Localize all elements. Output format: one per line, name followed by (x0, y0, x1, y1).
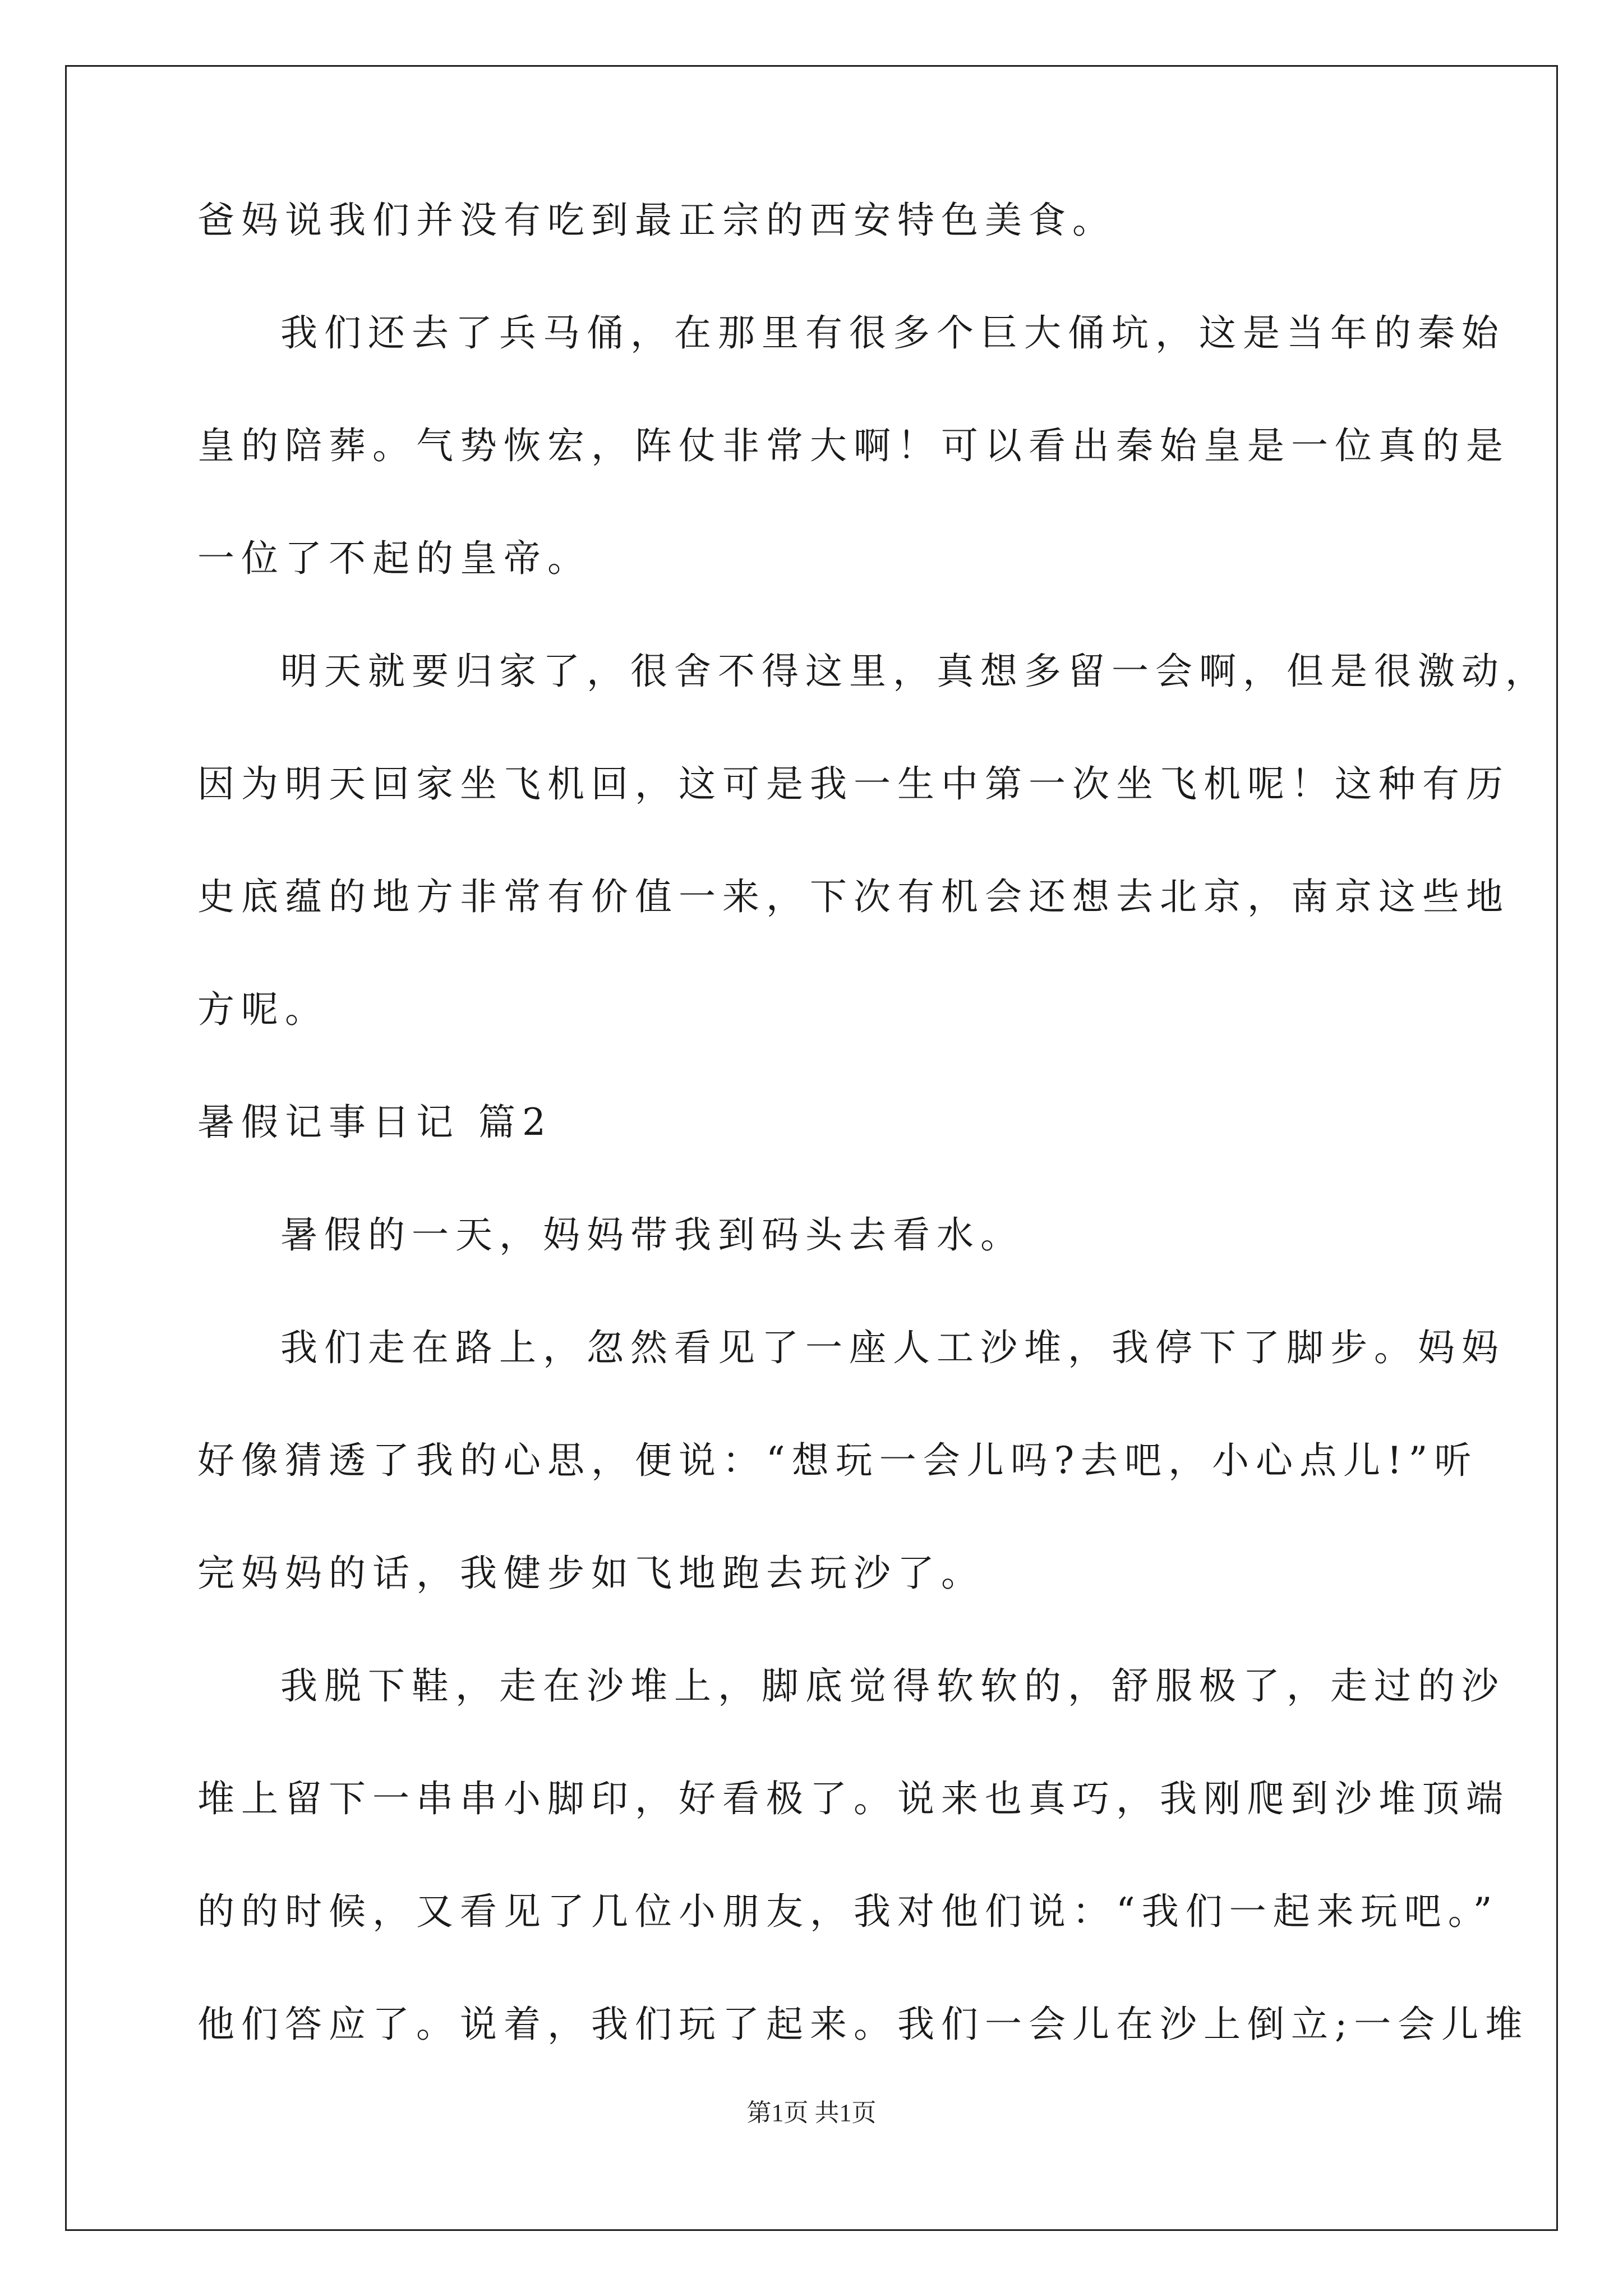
text-line: 好像猜透了我的心思，便说：“想玩一会儿吗?去吧，小心点儿!”听 (197, 1439, 1478, 1482)
text-line: 完妈妈的话，我健步如飞地跑去玩沙了。 (197, 1552, 985, 1595)
section-heading: 暑假记事日记 篇2 (197, 1101, 552, 1144)
text-line: 堆上留下一串串小脚印，好看极了。说来也真巧，我刚爬到沙堆顶端 (197, 1777, 1510, 1820)
text-line: 爸妈说我们并没有吃到最正宗的西安特色美食。 (197, 199, 1116, 242)
paragraph-start-line: 明天就要归家了，很舍不得这里，真想多留一会啊，但是很激动， (280, 650, 1549, 693)
text-line: 因为明天回家坐飞机回，这可是我一生中第一次坐飞机呢！这种有历 (197, 762, 1510, 806)
text-line: 一位了不起的皇帝。 (197, 537, 591, 580)
text-line: 皇的陪葬。气势恢宏，阵仗非常大啊！可以看出秦始皇是一位真的是 (197, 424, 1510, 467)
text-line: 的的时候，又看见了几位小朋友，我对他们说：“我们一起来玩吧。” (197, 1890, 1499, 1933)
text-line: 史底蕴的地方非常有价值一来，下次有机会还想去北京，南京这些地 (197, 875, 1510, 918)
text-line: 他们答应了。说着，我们玩了起来。我们一会儿在沙上倒立;一会儿堆 (197, 2003, 1529, 2046)
paragraph-start-line: 我们走在路上，忽然看见了一座人工沙堆，我停下了脚步。妈妈 (280, 1326, 1505, 1369)
paragraph-start-line: 我脱下鞋，走在沙堆上，脚底觉得软软的，舒服极了，走过的沙 (280, 1664, 1505, 1708)
paragraph-start-line: 暑假的一天，妈妈带我到码头去看水。 (280, 1213, 1024, 1257)
page-footer: 第1页 共1页 (746, 2099, 877, 2127)
text-line: 方呢。 (197, 988, 329, 1031)
paragraph-start-line: 我们还去了兵马俑，在那里有很多个巨大俑坑，这是当年的秦始 (280, 311, 1505, 355)
